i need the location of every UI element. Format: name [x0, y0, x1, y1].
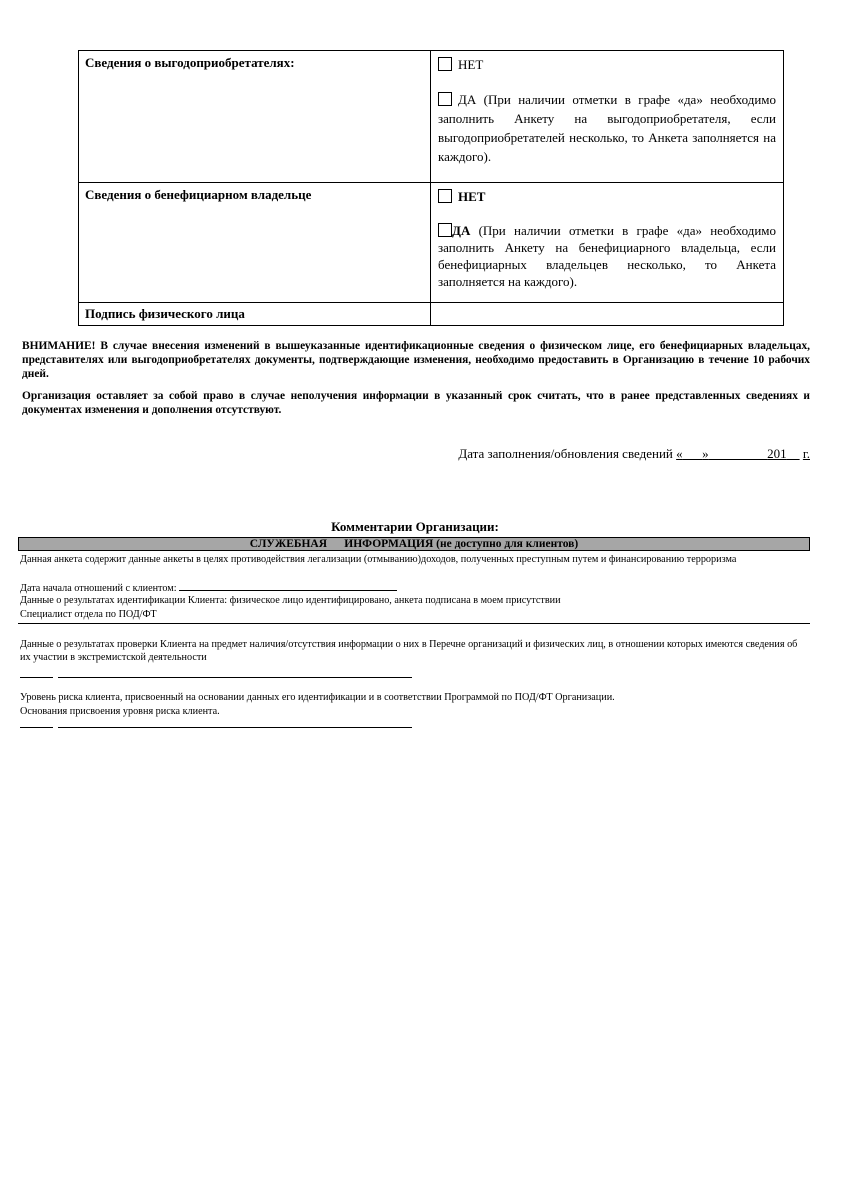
table-row [79, 183, 784, 303]
signature-field[interactable] [431, 303, 784, 326]
service-info-label-a: СЛУЖЕБНАЯ [249, 538, 328, 550]
risk-basis-text: Основания присвоения уровня риска клиента. [20, 706, 220, 717]
relationship-start-date [20, 580, 810, 595]
extremism-check-text: Данные о результатах проверки Клиента на предмет наличия/отсутствия информации о них в Перечне организаций и физических лиц, в отношении которых имеются сведения об их участии в экстремистской деятельности [20, 639, 798, 663]
fill-date-suffix: г. [802, 446, 810, 461]
option-yes-label: ДА [458, 92, 477, 107]
option-yes-text: (При наличии отметки в графе «да» необходимо заполнить Анкету на бенефициарного владельца, если бенефициарных владельцев несколько, то Анкета заполняется на каждого). [438, 223, 776, 289]
fill-date-line [458, 446, 810, 462]
fill-date-label: Дата заполнения/обновления сведений [458, 446, 673, 461]
identification-results: Данные о результатах идентификации Клиента: физическое лицо идентифицировано, анкета подписана в моем присутствии [20, 595, 561, 606]
table-row [79, 303, 784, 326]
option-no [438, 55, 776, 74]
beneficial-owner-label: Сведения о бенефициарном владельце [79, 183, 431, 303]
relationship-start-field[interactable] [179, 580, 397, 591]
option-no-label: НЕТ [458, 189, 486, 204]
questionnaire-purpose-text: Данная анкета содержит данные анкеты в целях противодействия легализации (отмыванию)доходов, полученных преступным путем и финансированию терроризма [20, 554, 737, 565]
info-table [78, 50, 784, 326]
checkbox-owner-yes[interactable] [438, 223, 452, 237]
option-yes-text: (При наличии отметки в графе «да» необходимо заполнить Анкету на выгодоприобретателя, если выгодоприобретателей несколько, то Анкета заполняется на каждого). [438, 92, 776, 164]
specialist-line: Специалист отдела по ПОД/ФТ [20, 609, 157, 620]
option-yes-label: ДА [452, 223, 471, 238]
extremism-check-field[interactable] [20, 677, 412, 678]
risk-level-text: Уровень риска клиента, присвоенный на основании данных его идентификации и в соответствии Программой по ПОД/ФТ Организации. [20, 692, 615, 703]
beneficiaries-options [431, 51, 784, 183]
relationship-start-label: Дата начала отношений с клиентом: [20, 583, 177, 594]
section-divider [18, 623, 810, 624]
option-no [438, 187, 776, 206]
risk-basis-field[interactable] [20, 727, 412, 728]
service-info-bar [18, 537, 810, 551]
table-row [79, 51, 784, 183]
fill-date-field[interactable]: « » 201 [676, 446, 787, 461]
service-info-label-b: ИНФОРМАЦИЯ (не доступно для клиентов) [344, 538, 579, 550]
option-no-label: НЕТ [458, 57, 484, 72]
rights-paragraph: Организация оставляет за собой право в случае неполучения информации в указанный срок считать, что в ранее представленных сведениях и документах изменения и дополнения отсутствуют. [22, 390, 810, 416]
signature-label: Подпись физического лица [79, 303, 431, 326]
beneficial-owner-options [431, 183, 784, 303]
option-yes [438, 90, 776, 166]
checkbox-owner-no[interactable] [438, 189, 452, 203]
comments-title: Комментарии Организации: [331, 519, 499, 534]
option-yes [438, 222, 776, 290]
beneficiaries-label: Сведения о выгодоприобретателях: [79, 51, 431, 183]
warning-paragraph: ВНИМАНИЕ! В случае внесения изменений в вышеуказанные идентификационные сведения о физическом лице, его бенефициарных владельцах, представителях или выгодоприобретателях документы, подтверждающие изменения, необходимо предоставить в Организацию в течение 10 рабочих дней. [22, 340, 810, 380]
checkbox-beneficiaries-yes[interactable] [438, 92, 452, 106]
checkbox-beneficiaries-no[interactable] [438, 57, 452, 71]
